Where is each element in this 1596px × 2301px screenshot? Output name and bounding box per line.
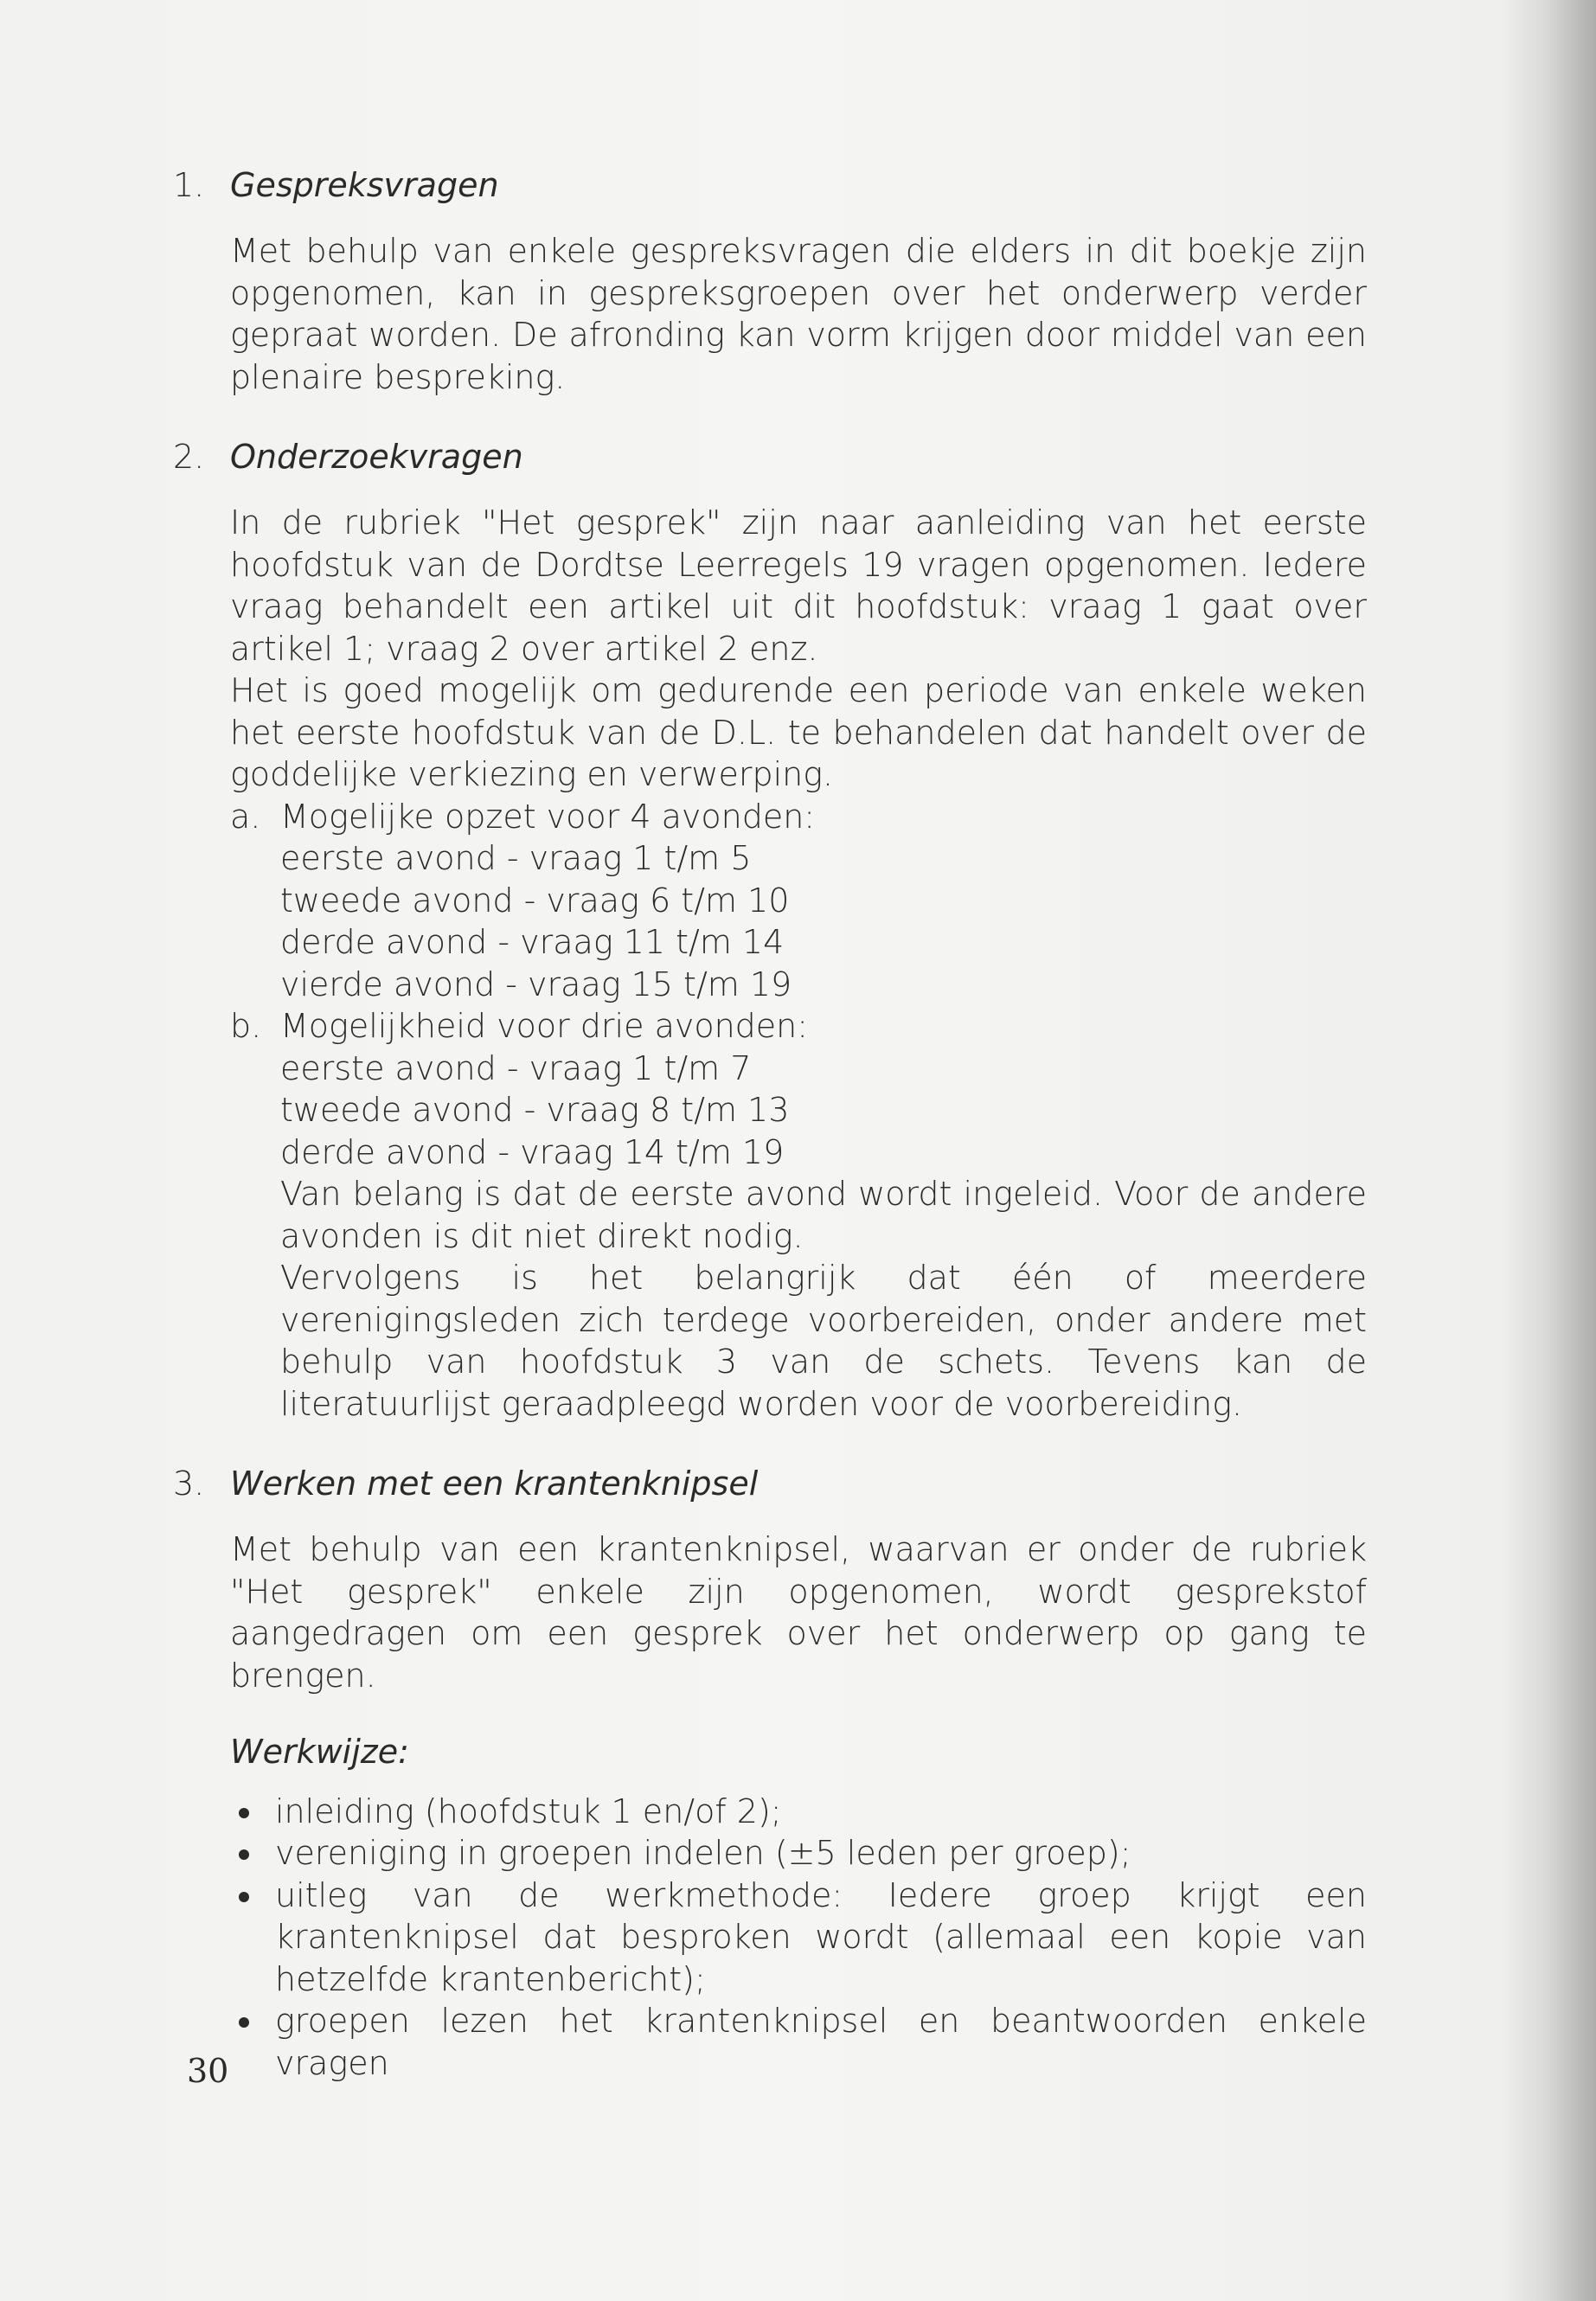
bullet-icon [239, 2017, 249, 2028]
schedule-four-evenings [280, 837, 1367, 1005]
section-krantenknipsel [173, 1463, 1367, 2084]
spacer [173, 398, 1367, 436]
section-heading [173, 436, 1367, 478]
section-number: 1. [173, 166, 205, 204]
section-heading [173, 1463, 1367, 1504]
bullet-text: groepen lezen het krantenknipsel en beantwoorden enkele vragen [275, 2002, 1367, 2082]
bullet-item [230, 1791, 1367, 1833]
note-paragraph-1: Van belang is dat de eerste avond wordt ingeleid. Voor de andere avonden is dit niet direkt nodig. [280, 1175, 1367, 1255]
section-paragraph-1: In de rubriek "Het gesprek" zijn naar aanleiding van het eerste hoofdstuk van de Dordtse Leerregels 19 vragen opgenomen. Iedere vraag behandelt een artikel uit dit hoofdstuk: vraag 1 gaat over artikel 1; vraag 2 over artikel 2 enz. [230, 503, 1367, 668]
section-title: Werken met een krantenknipsel [230, 1465, 759, 1503]
schedule-three-evenings [280, 1048, 1367, 1174]
option-letter: a. [230, 797, 261, 836]
bullet-text: inleiding (hoofdstuk 1 en/of 2); [275, 1791, 782, 1830]
page-edge-shadow [1544, 0, 1596, 2301]
option-letter: b. [230, 1007, 262, 1045]
schedule-line: eerste avond - vraag 1 t/m 5 [280, 839, 752, 877]
option-label: Mogelijke opzet voor 4 avonden: [280, 797, 816, 836]
schedule-line: vierde avond - vraag 15 t/m 19 [280, 965, 792, 1003]
section-body [230, 1529, 1367, 2084]
section-number: 2. [173, 438, 205, 476]
schedule-line: eerste avond - vraag 1 t/m 7 [280, 1048, 752, 1087]
option-label: Mogelijkheid voor drie avonden: [280, 1007, 809, 1045]
option-a [230, 796, 1367, 838]
bullet-icon [239, 1849, 249, 1860]
page-number: 30 [187, 2052, 229, 2090]
section-onderzoekvragen [173, 436, 1367, 1425]
section-body [230, 502, 1367, 1425]
bullet-icon [239, 1892, 249, 1902]
section-paragraph: Met behulp van enkele gespreksvragen die elders in dit boekje zijn opgenomen, kan in gespreksgroepen over het onderwerp verder gepraat worden. De afronding kan vorm krijgen door middel van een plenaire bespreking. [230, 232, 1367, 396]
section-body [230, 230, 1367, 398]
schedule-line: tweede avond - vraag 8 t/m 13 [280, 1091, 790, 1129]
section-paragraph: Met behulp van een krantenknipsel, waarvan er onder de rubriek "Het gesprek" enkele zijn opgenomen, wordt gesprekstof aangedragen om een gesprek over het onderwerp op gang te brengen. [230, 1530, 1367, 1695]
bullet-text: uitleg van de werkmethode: Iedere groep krijgt een krantenknipsel dat besproken wordt (allemaal een kopie van hetzelfde krantenbericht); [275, 1875, 1367, 1998]
section-gespreksvragen [173, 164, 1367, 398]
section-title: Gespreksvragen [230, 166, 499, 204]
section-title: Onderzoekvragen [230, 438, 523, 476]
bullet-icon [239, 1808, 249, 1818]
bullet-item [230, 2000, 1367, 2084]
section-heading [173, 164, 1367, 206]
schedule-line: derde avond - vraag 14 t/m 19 [280, 1132, 785, 1171]
option-b [230, 1005, 1367, 1048]
schedule-line: tweede avond - vraag 6 t/m 10 [280, 881, 790, 920]
page-content [173, 164, 1367, 2084]
bullet-item [230, 1875, 1367, 2001]
section-number: 3. [173, 1465, 205, 1503]
werkwijze-label: Werkwijze: [230, 1733, 409, 1771]
section-paragraph-2: Het is goed mogelijk om gedurende een periode van enkele weken het eerste hoofdstuk van de D.L. te behandelen dat handelt over de goddelijke verkiezing en verwerping. [230, 671, 1367, 793]
spacer [173, 1425, 1367, 1463]
schedule-line: derde avond - vraag 11 t/m 14 [280, 923, 785, 961]
bullet-item [230, 1832, 1367, 1875]
note-paragraph-2: Vervolgens is het belangrijk dat één of meerdere verenigingsleden zich terdege voorbereiden, onder andere met behulp van hoofdstuk 3 van de schets. Tevens kan de literatuurlijst geraadpleegd worden voor de voorbereiding. [280, 1259, 1367, 1423]
bullet-text: vereniging in groepen indelen (±5 leden per groep); [275, 1834, 1131, 1872]
